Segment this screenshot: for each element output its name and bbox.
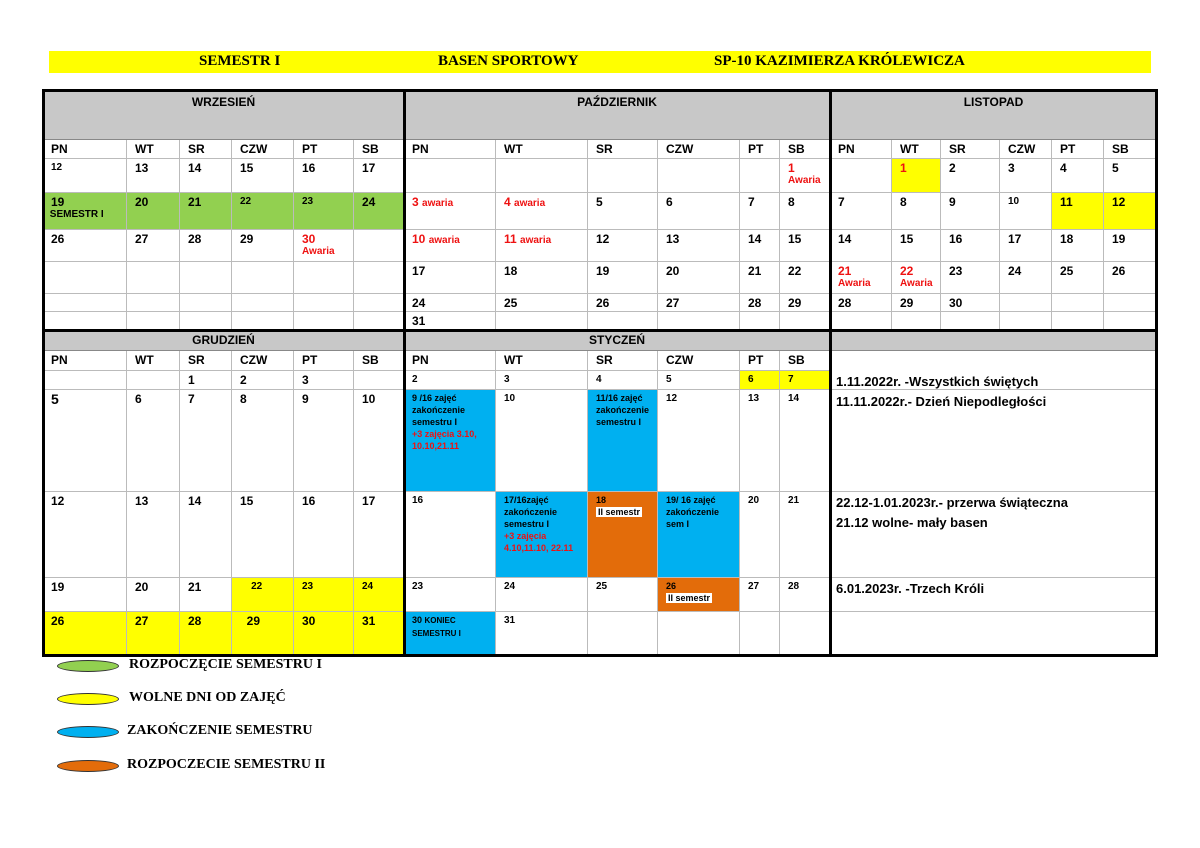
weekday-label: SB — [780, 140, 830, 159]
day-cell: 21 Awaria — [830, 262, 892, 294]
day-cell: 28 — [830, 294, 892, 312]
day-cell: 23 — [941, 262, 1000, 294]
day-cell: 28 — [180, 612, 232, 656]
weekday-label: WT — [496, 140, 588, 159]
day-cell: 6 — [658, 193, 740, 230]
day-cell: 11 — [1052, 193, 1104, 230]
weekday-label: PT — [294, 140, 354, 159]
day-cell: 7 — [780, 371, 830, 390]
day-cell: 7 — [830, 193, 892, 230]
day-cell: 25 — [588, 578, 658, 612]
empty-cell — [658, 612, 740, 656]
empty-cell — [658, 159, 740, 193]
day-cell: 10 awaria — [404, 230, 496, 262]
empty-cell — [1104, 312, 1157, 330]
empty-cell — [830, 159, 892, 193]
weekday-label: CZW — [658, 140, 740, 159]
day-cell: 8 — [232, 390, 294, 492]
day-cell: 12 — [43, 492, 127, 578]
day-cell: 28 — [180, 230, 232, 262]
day-cell: 25 — [496, 294, 588, 312]
empty-cell — [43, 371, 127, 390]
day-cell: 22 Awaria — [892, 262, 941, 294]
empty-cell — [354, 230, 404, 262]
legend-label: WOLNE DNI OD ZAJĘĆ — [129, 690, 286, 705]
day-cell: 6 — [127, 390, 180, 492]
day-cell: 10 — [496, 390, 588, 492]
day-cell: 29 — [780, 294, 830, 312]
day-cell: 29 — [232, 230, 294, 262]
day-cell: 4 — [1052, 159, 1104, 193]
weekday-label: PT — [294, 351, 354, 371]
day-cell: 19 — [588, 262, 658, 294]
month-header: STYCZEŃ — [404, 330, 830, 351]
weekday-label: SB — [780, 351, 830, 371]
day-cell: 24 — [354, 193, 404, 230]
day-cell: 2 — [404, 371, 496, 390]
day-cell: 19 — [1104, 230, 1157, 262]
day-cell: 15 — [232, 492, 294, 578]
month-header: PAŹDZIERNIK — [404, 90, 830, 140]
legend-item-start — [49, 656, 329, 676]
day-cell: 28 — [780, 578, 830, 612]
day-cell: 16 — [294, 159, 354, 193]
weekday-label: PT — [740, 351, 780, 371]
day-cell: 29 — [232, 612, 294, 656]
empty-cell — [941, 312, 1000, 330]
empty-header — [830, 330, 1157, 351]
day-cell: 16 — [294, 492, 354, 578]
day-cell: 3 — [294, 371, 354, 390]
day-cell: 9 — [941, 193, 1000, 230]
empty-cell — [180, 294, 232, 312]
day-cell: 3 — [496, 371, 588, 390]
weekday-label: PN — [830, 140, 892, 159]
empty-cell — [892, 312, 941, 330]
day-cell: 13 — [127, 159, 180, 193]
day-cell: 12 — [588, 230, 658, 262]
day-cell: 30 — [941, 294, 1000, 312]
day-cell: 9 /16 zajęć zakończenie semestru I +3 zajęcia 3.10, 10.10,21.11 — [404, 390, 496, 492]
weekday-label: SR — [588, 140, 658, 159]
day-cell: 17 — [1000, 230, 1052, 262]
legend-item-free — [49, 689, 329, 709]
empty-cell — [588, 159, 658, 193]
day-cell: 30 Awaria — [294, 230, 354, 262]
day-cell: 5 — [658, 371, 740, 390]
legend-item-sem2 — [49, 756, 329, 776]
weekday-label: PN — [43, 140, 127, 159]
empty-cell — [780, 612, 830, 656]
day-cell: 7 — [740, 193, 780, 230]
day-cell: 17/16zajęć zakończenie semestru I +3 zajęcia 4.10,11.10, 22.11 — [496, 492, 588, 578]
day-cell: 15 — [892, 230, 941, 262]
day-cell: 21 — [180, 578, 232, 612]
day-cell: 29 — [892, 294, 941, 312]
day-cell: 26 — [43, 612, 127, 656]
weekday-label: WT — [127, 140, 180, 159]
school-title: SP-10 KAZIMIERZA KRÓLEWICZA — [714, 53, 965, 69]
day-cell: 7 — [180, 390, 232, 492]
day-cell: 26 — [1104, 262, 1157, 294]
day-cell: 20 — [658, 262, 740, 294]
empty-cell — [127, 294, 180, 312]
holiday-note: 21.12 wolne- mały basen — [836, 515, 988, 530]
day-cell: 27 — [658, 294, 740, 312]
day-cell: 11 awaria — [496, 230, 588, 262]
day-cell: 8 — [892, 193, 941, 230]
day-cell: 27 — [127, 612, 180, 656]
day-cell: 24 — [404, 294, 496, 312]
day-cell: 21 — [180, 193, 232, 230]
day-cell: 6 — [740, 371, 780, 390]
day-cell: 30 — [294, 612, 354, 656]
weekday-label: SR — [180, 351, 232, 371]
day-cell: 22 — [780, 262, 830, 294]
day-cell: 30 KONIEC SEMESTRU I — [404, 612, 496, 656]
day-cell: 19 — [43, 578, 127, 612]
weekday-label: PN — [404, 140, 496, 159]
day-cell: 10 — [354, 390, 404, 492]
day-cell: 1 Awaria — [780, 159, 830, 193]
weekday-label: WT — [496, 351, 588, 371]
weekday-label: SR — [588, 351, 658, 371]
weekday-label: SB — [354, 351, 404, 371]
day-cell: 14 — [180, 492, 232, 578]
day-cell: 22 — [232, 578, 294, 612]
day-cell: 23 — [294, 193, 354, 230]
day-cell: 16 — [404, 492, 496, 578]
holiday-note: 22.12-1.01.2023r.- przerwa świąteczna — [836, 495, 1068, 510]
day-cell: 2 — [941, 159, 1000, 193]
weekday-label: PN — [43, 351, 127, 371]
weekday-label: CZW — [232, 140, 294, 159]
weekday-label: CZW — [658, 351, 740, 371]
empty-cell — [354, 371, 404, 390]
day-cell: 24 — [496, 578, 588, 612]
day-cell: 12 — [1104, 193, 1157, 230]
legend-item-end — [49, 722, 329, 742]
holiday-note: 6.01.2023r. -Trzech Króli — [836, 581, 985, 596]
empty-cell — [43, 262, 127, 294]
empty-cell — [294, 262, 354, 294]
day-cell: 2 — [232, 371, 294, 390]
day-cell: 5 — [43, 390, 127, 492]
day-cell: 18 — [496, 262, 588, 294]
empty-cell — [180, 262, 232, 294]
legend-label: ZAKOŃCZENIE SEMESTRU — [127, 723, 313, 738]
day-cell: 20 — [127, 578, 180, 612]
day-cell: 17 — [354, 159, 404, 193]
empty-cell — [232, 312, 294, 330]
empty-cell — [496, 312, 588, 330]
day-cell: 4 — [588, 371, 658, 390]
day-cell: 14 — [740, 230, 780, 262]
day-cell: 24 — [1000, 262, 1052, 294]
empty-cell — [496, 159, 588, 193]
day-cell: 15 — [780, 230, 830, 262]
day-cell: 26 — [588, 294, 658, 312]
holiday-note: 11.11.2022r.- Dzień Niepodległości — [836, 394, 1047, 409]
day-cell: 21 — [740, 262, 780, 294]
empty-cell — [404, 159, 496, 193]
weekday-label: CZW — [232, 351, 294, 371]
empty-cell — [354, 262, 404, 294]
day-cell: 19 SEMESTR I — [43, 193, 127, 230]
empty-cell — [588, 312, 658, 330]
day-cell: 13 — [740, 390, 780, 492]
day-cell: 31 — [354, 612, 404, 656]
day-cell: 28 — [740, 294, 780, 312]
weekday-label: SR — [941, 140, 1000, 159]
day-cell: 14 — [780, 390, 830, 492]
day-cell: 14 — [180, 159, 232, 193]
day-cell: 5 — [1104, 159, 1157, 193]
day-cell: 16 — [941, 230, 1000, 262]
day-cell: 4 awaria — [496, 193, 588, 230]
pool-title: BASEN SPORTOWY — [438, 53, 579, 69]
legend-label: ROZPOCZĘCIE SEMESTRU I — [129, 657, 322, 672]
weekday-label: SR — [180, 140, 232, 159]
empty-cell — [780, 312, 830, 330]
empty-cell — [658, 312, 740, 330]
month-header: WRZESIEŃ — [43, 90, 404, 140]
green-oval-icon — [57, 660, 119, 672]
empty-cell — [232, 262, 294, 294]
empty-cell — [180, 312, 232, 330]
day-cell: 24 — [354, 578, 404, 612]
weekday-label: PT — [1052, 140, 1104, 159]
day-cell: 18 — [1052, 230, 1104, 262]
empty-cell — [294, 294, 354, 312]
day-cell: 31 — [496, 612, 588, 656]
day-cell: 9 — [294, 390, 354, 492]
day-cell: 27 — [127, 230, 180, 262]
empty-cell — [740, 159, 780, 193]
day-cell: 20 — [127, 193, 180, 230]
holiday-note: 1.11.2022r. -Wszystkich świętych — [836, 374, 1039, 389]
empty-cell — [1000, 312, 1052, 330]
day-cell: 3 awaria — [404, 193, 496, 230]
empty-cell — [232, 294, 294, 312]
day-cell: 15 — [232, 159, 294, 193]
weekday-label: SB — [354, 140, 404, 159]
notes-row — [830, 612, 1157, 656]
legend-label: ROZPOCZECIE SEMESTRU II — [127, 757, 326, 772]
weekday-label: PN — [404, 351, 496, 371]
weekday-label: WT — [892, 140, 941, 159]
day-cell: 26 II semestr — [658, 578, 740, 612]
empty-cell — [1052, 312, 1104, 330]
day-cell: 11/16 zajęć zakończenie semestru I — [588, 390, 658, 492]
day-cell: 1 — [180, 371, 232, 390]
day-cell: 12 — [658, 390, 740, 492]
blue-oval-icon — [57, 726, 119, 738]
empty-cell — [1000, 294, 1052, 312]
empty-cell — [354, 312, 404, 330]
day-cell: 1 — [892, 159, 941, 193]
empty-cell — [127, 312, 180, 330]
day-cell: 17 — [354, 492, 404, 578]
day-cell: 13 — [127, 492, 180, 578]
day-cell: 17 — [404, 262, 496, 294]
empty-cell — [127, 371, 180, 390]
divider-line — [42, 329, 1158, 332]
weekday-label: SB — [1104, 140, 1157, 159]
day-cell: 3 — [1000, 159, 1052, 193]
empty-cell — [294, 312, 354, 330]
day-cell: 25 — [1052, 262, 1104, 294]
day-cell: 14 — [830, 230, 892, 262]
empty-cell — [740, 612, 780, 656]
day-cell: 23 — [294, 578, 354, 612]
weekday-label: CZW — [1000, 140, 1052, 159]
day-cell: 23 — [404, 578, 496, 612]
day-cell: 27 — [740, 578, 780, 612]
yellow-oval-icon — [57, 693, 119, 705]
day-cell: 5 — [588, 193, 658, 230]
day-cell: 18 II semestr — [588, 492, 658, 578]
empty-cell — [127, 262, 180, 294]
weekday-label: PT — [740, 140, 780, 159]
day-cell: 22 — [232, 193, 294, 230]
empty-cell — [1052, 294, 1104, 312]
weekday-label: WT — [127, 351, 180, 371]
empty-cell — [1104, 294, 1157, 312]
day-cell: 10 — [1000, 193, 1052, 230]
day-cell: 13 — [658, 230, 740, 262]
month-header: LISTOPAD — [830, 90, 1157, 140]
day-cell: 8 — [780, 193, 830, 230]
day-cell: 20 — [740, 492, 780, 578]
day-cell: 12 — [43, 159, 127, 193]
day-cell: 26 — [43, 230, 127, 262]
month-header: GRUDZIEŃ — [43, 330, 404, 351]
empty-cell — [43, 312, 127, 330]
divider-line — [403, 89, 406, 657]
empty-cell — [740, 312, 780, 330]
orange-oval-icon — [57, 760, 119, 772]
empty-cell — [354, 294, 404, 312]
day-cell: 21 — [780, 492, 830, 578]
semester-title: SEMESTR I — [199, 53, 281, 69]
day-cell: 19/ 16 zajęć zakończenie sem I — [658, 492, 740, 578]
divider-line — [829, 89, 832, 657]
empty-cell — [830, 312, 892, 330]
empty-cell — [588, 612, 658, 656]
day-cell: 31 — [404, 312, 496, 330]
empty-cell — [43, 294, 127, 312]
